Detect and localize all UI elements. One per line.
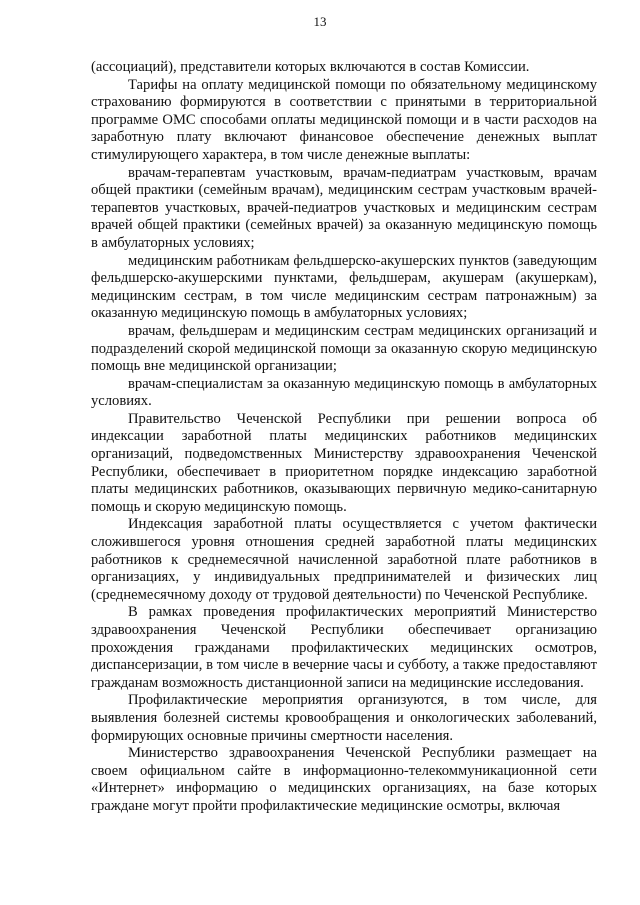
paragraph-feldsher-stations: медицинским работникам фельдшерско-акушерских пунктов (заведующим фельдшерско-акушерскими пунктами, фельдшерам, акушерам (акушеркам), медицинским сестрам, в том числе медицинским сестрам патронажным) за оказанную медицинскую помощь в амбулаторных условиях; <box>91 252 597 322</box>
paragraph-preventive-goals: Профилактические мероприятия организуются, в том числе, для выявления болезней системы кровообращения и онкологических заболеваний, формирующих основные причины смертности населения. <box>91 692 597 744</box>
paragraph-tariffs: Тарифы на оплату медицинской помощи по обязательному медицинскому страхованию формируются в соответствии с принятыми в территориальной программе ОМС способами оплаты медицинской помощи и в части расходов на заработную плату включают финансовое обеспечение денежных выплат стимулирующего характера, в том числе денежные выплаты: <box>91 76 597 163</box>
paragraph-ministry-website: Министерство здравоохранения Чеченской Республики размещает на своем официальном сайте в информационно-телекоммуникационной сети «Интернет» информацию о медицинских организациях, на базе которых граждане могут пройти профилактические медицинские осмотры, включая <box>91 745 597 814</box>
paragraph-continuation: (ассоциаций), представители которых включаются в состав Комиссии. <box>91 59 530 75</box>
paragraph-salary-indexation-government: Правительство Чеченской Республики при решении вопроса об индексации заработной платы медицинских работников медицинских организаций, подведомственных Министерству здравоохранения Чеченской Республики, обеспечивает в приоритетном порядке индексацию заработной платы медицинских работников, оказывающих первичную медико-санитарную помощь и скорую медицинскую помощь. <box>91 410 597 515</box>
paragraph-preventive-measures: В рамках проведения профилактических мероприятий Министерство здравоохранения Чеченской Республики обеспечивает организацию прохождения гражданами профилактических медицинских осмотров, диспансеризации, в том числе в вечерние часы и субботу, а также предоставляют гражданам возможность дистанционной записи на медицинские исследования. <box>91 604 597 691</box>
paragraph-emergency-care: врачам, фельдшерам и медицинским сестрам медицинских организаций и подразделений скорой медицинской помощи за оказанную скорую медицинскую помощь вне медицинской организации; <box>91 322 597 375</box>
paragraph-salary-indexation: Индексация заработной платы осуществляется с учетом фактически сложившегося уровня отношения средней заработной платы медицинских работников к среднемесячной начисленной заработной плате работников в организациях, у индивидуальных предпринимателей и физических лиц (среднемесячному доходу от трудовой деятельности) по Чеченской Республике. <box>91 516 597 603</box>
paragraph-specialists: врачам-специалистам за оказанную медицинскую помощь в амбулаторных условиях. <box>91 375 597 410</box>
paragraph-district-doctors: врачам-терапевтам участковым, врачам-педиатрам участковым, врачам общей практики (семейным врачам), медицинским сестрам участковым врачей-терапевтов участковых, врачей-педиатров участковых и медицинским сестрам врачей общей практики (семейных врачей) за оказанную медицинскую помощь в амбулаторных условиях; <box>91 164 597 251</box>
document-body <box>91 59 597 816</box>
page-number: 13 <box>313 14 327 29</box>
